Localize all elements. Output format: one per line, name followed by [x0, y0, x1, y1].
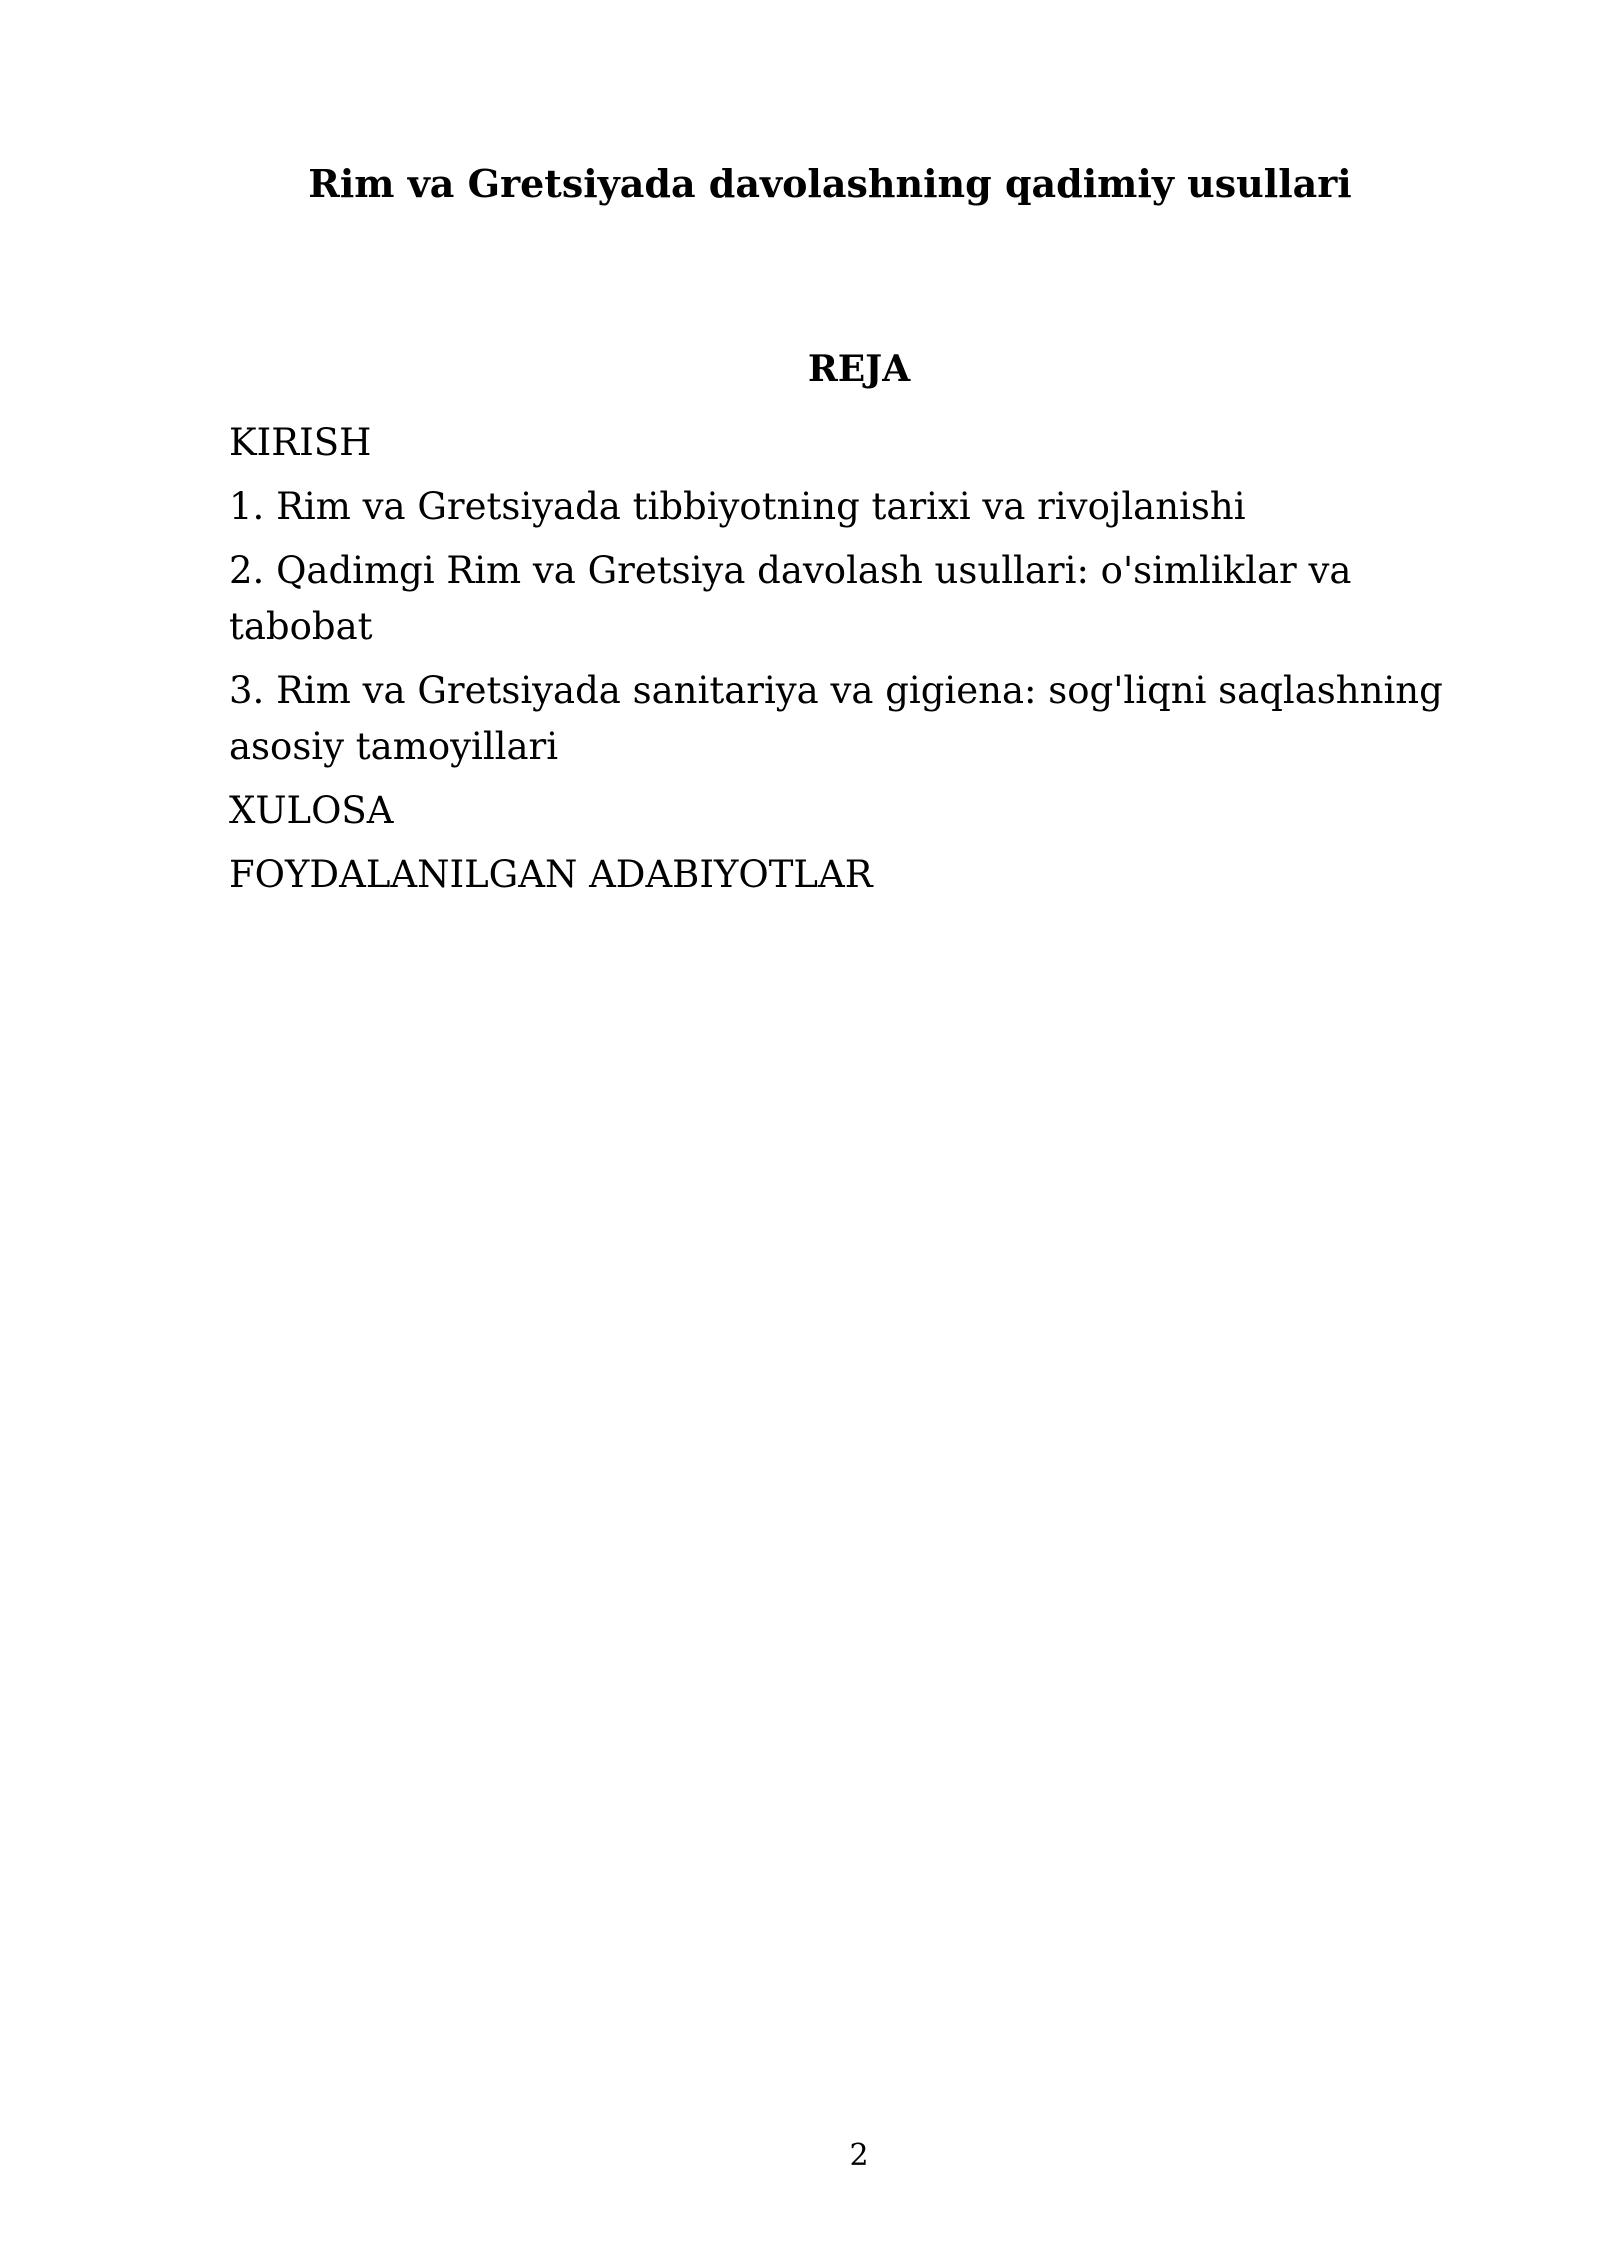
toc-item-conclusion: XULOSA [229, 789, 394, 832]
toc-item-chapter-1: 1. Rim va Gretsiyada tibbiyotning tarixi va rivojlanishi [229, 485, 1246, 528]
toc-item-references: FOYDALANILGAN ADABIYOTLAR [229, 853, 873, 896]
plan-heading: REJA [807, 348, 911, 390]
table-of-contents [229, 415, 1491, 911]
toc-item-introduction: KIRISH [229, 421, 372, 464]
toc-item-chapter-3: 3. Rim va Gretsiyada sanitariya va gigiena: sog'liqni saqlashning asosiy tamoyillari [229, 669, 1443, 768]
page-number: 2 [849, 2138, 869, 2173]
document-title: Rim va Gretsiyada davolashning qadimiy usullari [308, 161, 1352, 206]
toc-item-chapter-2: 2. Qadimgi Rim va Gretsiya davolash usullari: o'simliklar va tabobat [229, 549, 1352, 648]
